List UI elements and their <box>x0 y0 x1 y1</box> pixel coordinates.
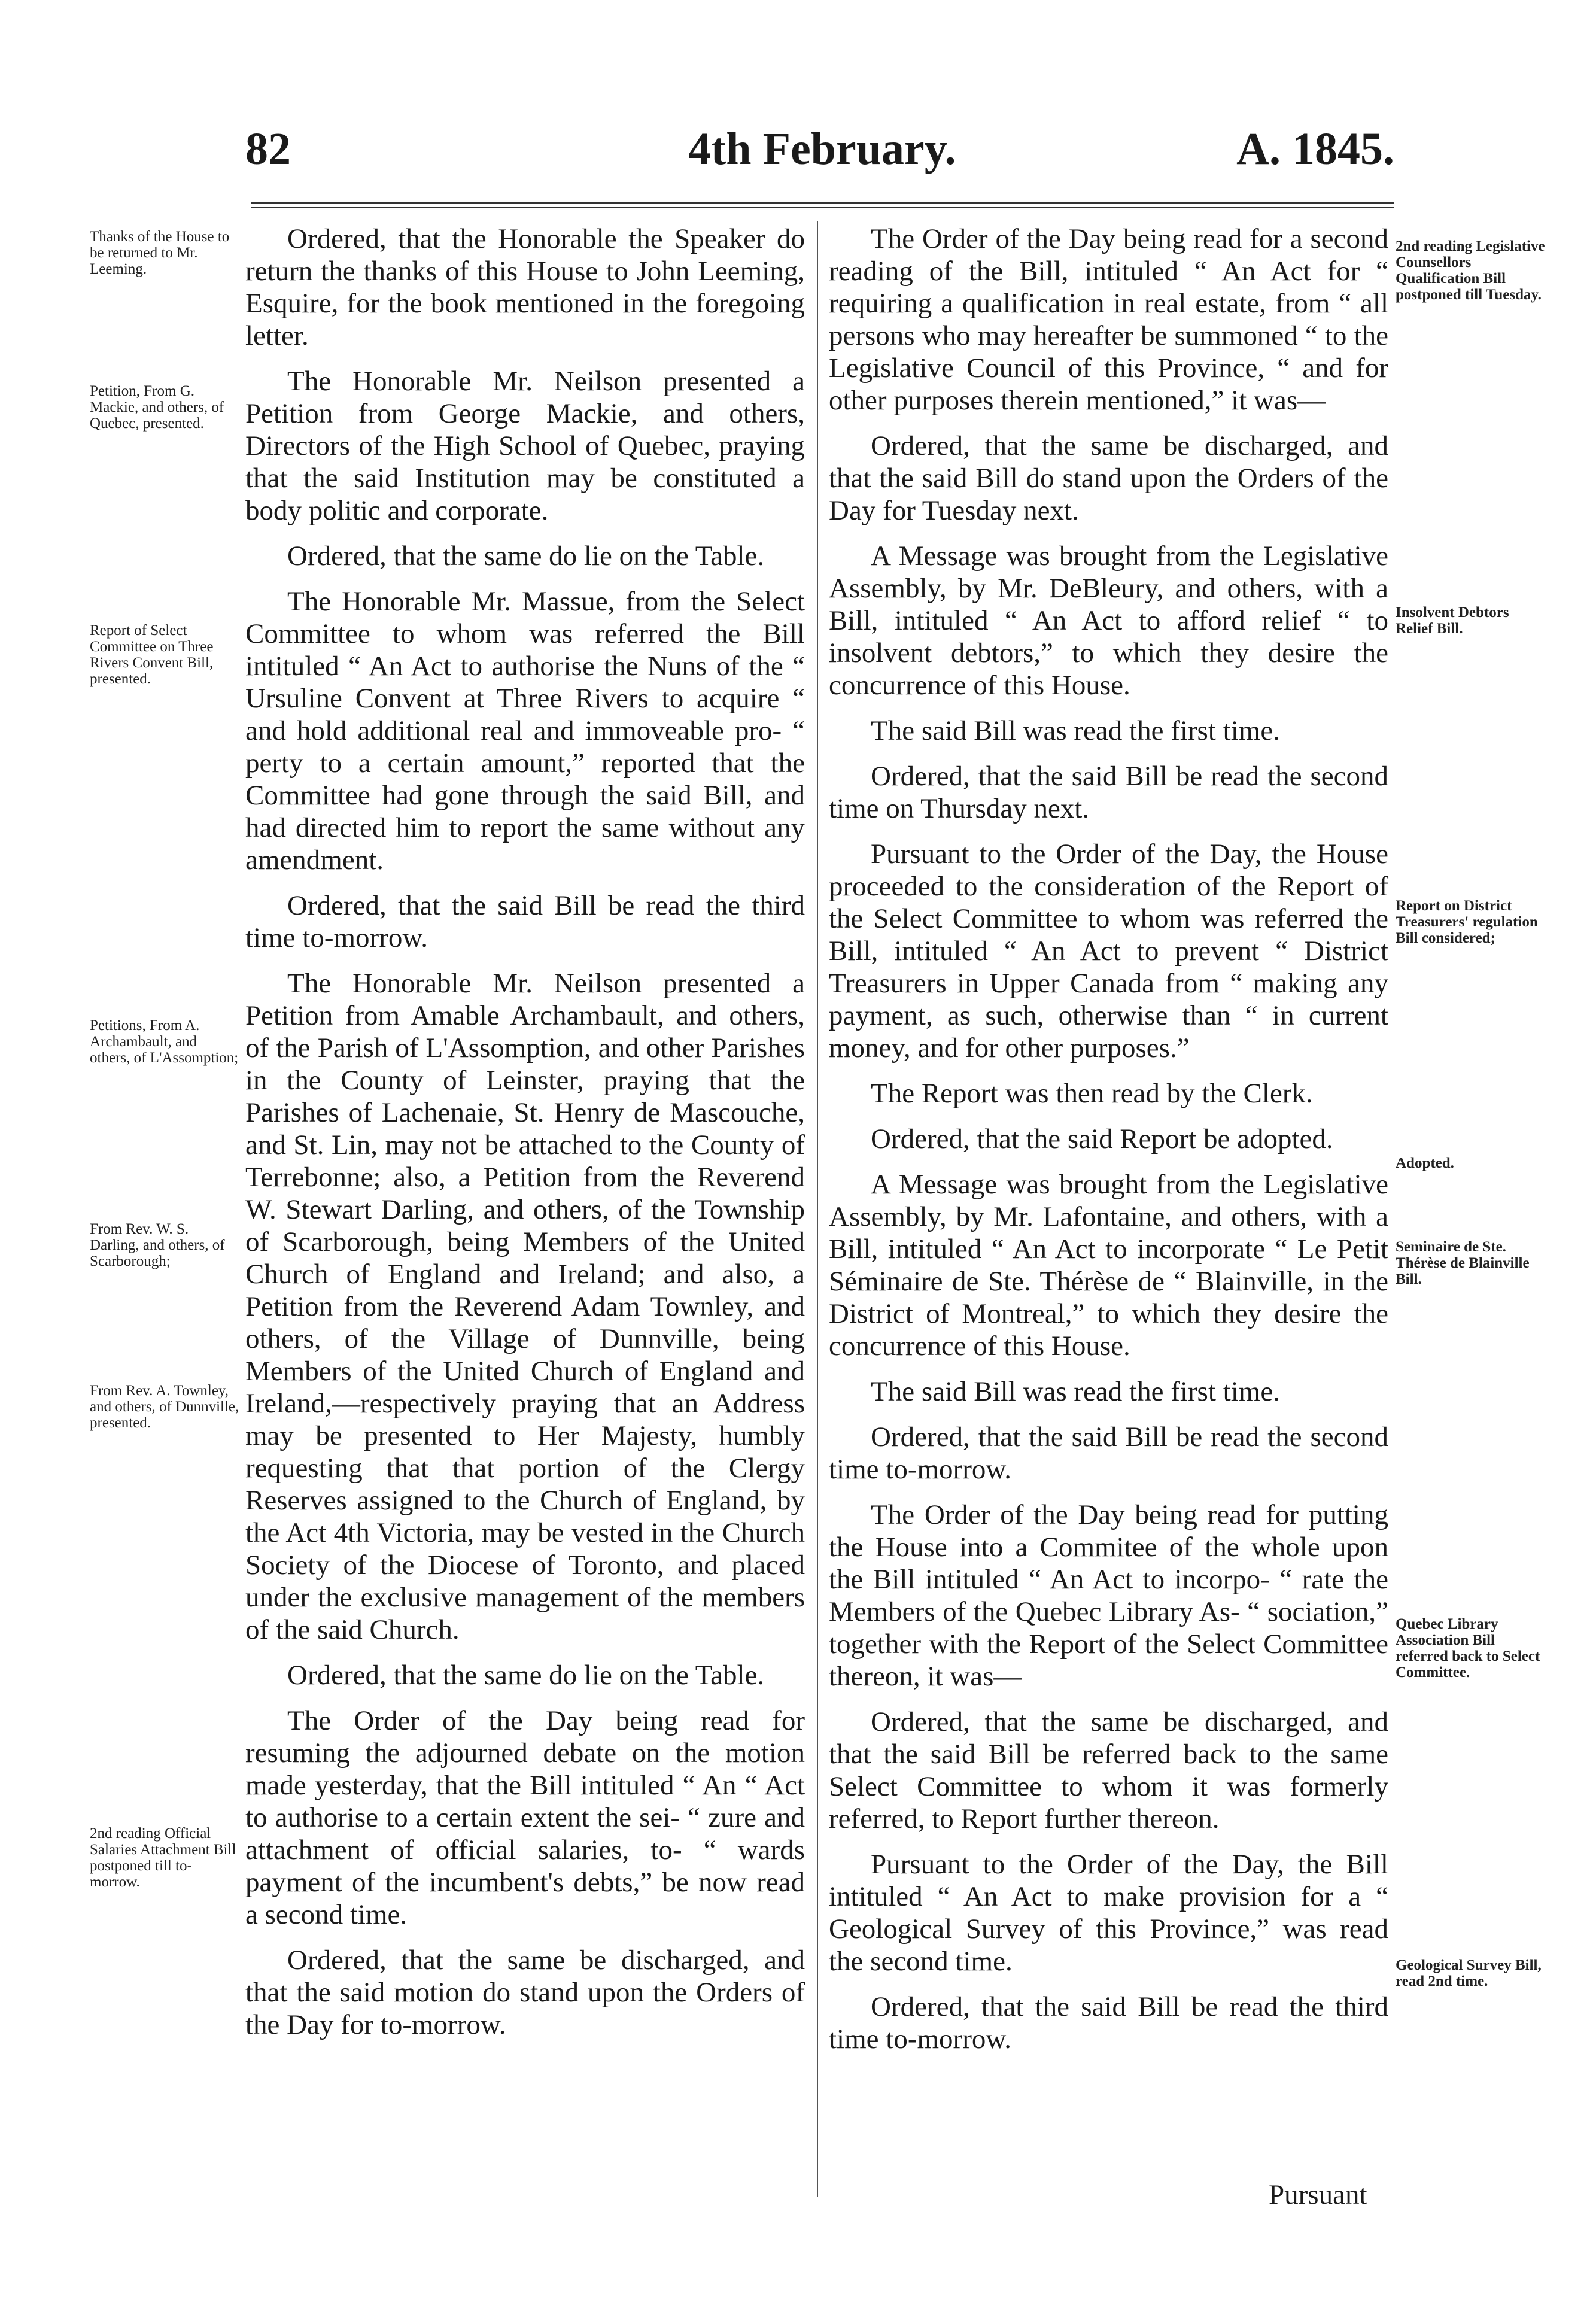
right-margin-note: Quebec Library Association Bill referred back to Select Committee. <box>1396 1616 1540 1681</box>
paragraph: A Message was brought from the Legislative Assembly, by Mr. DeBleury, and others, with a Bill, intituled “ An Act to afford relief “ to insolvent debtors,” to which they desire the concurrence of this House. <box>829 540 1388 701</box>
left-margin-note: Petitions, From A. Archambault, and others, of L'Assomption; <box>90 1017 239 1066</box>
paragraph: Ordered, that the same do lie on the Table. <box>287 1660 765 1691</box>
paragraph: The said Bill was read the first time. <box>871 715 1280 746</box>
page-number: 82 <box>245 124 291 174</box>
paragraph: Pursuant to the Order of the Day, the Bill intituled “ An Act to make provision for a “ Geological Survey of this Province,” was read the second time. <box>829 1849 1388 1977</box>
right-margin-note: Report on District Treasurers' regulation Bill considered; <box>1396 898 1538 946</box>
paragraph: Ordered, that the same be discharged, and that the said Bill do stand upon the Orders of the Day for Tuesday next. <box>829 430 1388 526</box>
right-margin-note: 2nd reading Legislative Counsellors Qualification Bill postponed till Tuesday. <box>1396 238 1545 303</box>
paragraph: The Order of the Day being read for resuming the adjourned debate on the motion made yesterday, that the Bill intituled “ An “ Act to authorise to a certain extent the sei- “ zure and attachment of official salaries, to- “ wards payment of the incumbent's debts,” be now read a second time. <box>245 1705 805 1930</box>
paragraph: The Honorable Mr. Neilson presented a Petition from George Mackie, and others, Directors of the High School of Quebec, praying that the said Institution may be constituted a body politic and corporate. <box>245 366 805 526</box>
paragraph: Ordered, that the said Bill be read the second time to-morrow. <box>829 1421 1388 1485</box>
paragraph: The Honorable Mr. Neilson presented a Petition from Amable Archambault, and others, of the Parish of L'Assomption, and other Parishes in the County of Leinster, praying that the Parishes of Lachenaie, St. Henry de Mascouche, and St. Lin, may not be attached to the County of Terrebonne; also, a Petition from the Reverend W. Stewart Darling, and others, of the Township of Scarborough, being Members of the United Church of England and Ireland; and also, a Petition from the Reverend Adam Townley, and others, of the Village of Dunnville, being Members of the United Church of England and Ireland,—respectively praying that an Address may be presented to Her Majesty, humbly requesting that that portion of the Clergy Reserves assigned to the Church of England, by the Act 4th Victoria, may be vested in the Church Society of the Diocese of Toronto, and placed under the exclusive management of the members of the said Church. <box>245 968 805 1645</box>
paragraph: Ordered, that the said Bill be read the second time on Thursday next. <box>829 761 1388 824</box>
paragraph: The Honorable Mr. Massue, from the Select Committee to whom was referred the Bill intituled “ An Act to authorise the Nuns of the “ Ursuline Convent at Three Rivers to acquire “ and hold additional real and immoveable pro- “ perty to a certain amount,” reported that the Committee had gone through the said Bill, and had directed him to report the same without any amendment. <box>245 586 805 876</box>
left-margin-note: From Rev. A. Townley, and others, of Dunnville, presented. <box>90 1383 239 1431</box>
page-header <box>245 123 1394 183</box>
right-margin-note: Insolvent Debtors Relief Bill. <box>1396 604 1509 637</box>
paragraph: Ordered, that the same be discharged, and that the said Bill be referred back to the same Select Committee to whom it was formerly referred, to Report further thereon. <box>829 1706 1388 1834</box>
page-date: 4th February. <box>688 124 956 174</box>
left-margin-note: Thanks of the House to be returned to Mr. Leeming. <box>90 229 230 277</box>
right-margin-note: Seminaire de Ste. Thérèse de Blainville Bill. <box>1396 1239 1530 1287</box>
paragraph: Pursuant to the Order of the Day, the House proceeded to the consideration of the Report of the Select Committee to whom was referred the Bill, intituled “ An Act to prevent “ District Treasurers in Upper Canada from “ making any payment, as such, otherwise than “ in current money, and for other purposes.” <box>829 839 1388 1064</box>
paragraph: A Message was brought from the Legislative Assembly, by Mr. Lafontaine, and others, with a Bill, intituled “ An Act to incorporate “ Le Petit Séminaire de Ste. Thérèse de “ Blainville, in the District of Montreal,” to which they desire the concurrence of this House. <box>829 1169 1388 1362</box>
left-margin-note: 2nd reading Official Salaries Attachment Bill postponed till to-morrow. <box>90 1825 236 1890</box>
right-margin-note: Geological Survey Bill, read 2nd time. <box>1396 1957 1542 1989</box>
left-column <box>245 223 805 2054</box>
left-margin-note: Report of Select Committee on Three Rivers Convent Bill, presented. <box>90 622 214 687</box>
paragraph: Ordered, that the same be discharged, and that the said motion do stand upon the Orders of the Day for to-morrow. <box>245 1945 805 2040</box>
paragraph: The Order of the Day being read for a second reading of the Bill, intituled “ An Act for “ requiring a qualification in real estate, from “ all persons who may hereafter be summoned “ to the Legislative Council of this Province, “ and for other purposes therein mentioned,” it was— <box>829 223 1388 416</box>
paragraph: Ordered, that the said Bill be read the third time to-morrow. <box>829 1991 1388 2055</box>
paragraph: The said Bill was read the first time. <box>871 1376 1280 1407</box>
paragraph: The Report was then read by the Clerk. <box>871 1078 1313 1109</box>
paragraph: Ordered, that the said Report be adopted. <box>871 1123 1333 1155</box>
column-divider <box>817 221 818 2197</box>
header-rule <box>251 202 1394 204</box>
paragraph: Ordered, that the said Bill be read the third time to-morrow. <box>245 890 805 953</box>
paragraph: The Order of the Day being read for putting the House into a Commitee of the whole upon the Bill intituled “ An Act to incorpo- “ rate the Members of the Quebec Library As- “ sociation,” together with the Report of the Select Committee thereon, it was— <box>829 1499 1388 1692</box>
page-year: A. 1845. <box>1236 124 1394 174</box>
right-column <box>829 223 1388 2068</box>
left-margin-note: Petition, From G. Mackie, and others, of Quebec, presented. <box>90 383 224 432</box>
right-margin-note: Adopted. <box>1396 1155 1454 1171</box>
header-rule-thin <box>251 207 1394 208</box>
catchword: Pursuant <box>1269 2179 1367 2210</box>
left-margin-note: From Rev. W. S. Darling, and others, of Scarborough; <box>90 1221 225 1269</box>
paragraph: Ordered, that the same do lie on the Table. <box>287 540 765 572</box>
paragraph: Ordered, that the Honorable the Speaker do return the thanks of this House to John Leeming, Esquire, for the book mentioned in the foregoing letter. <box>245 223 805 351</box>
